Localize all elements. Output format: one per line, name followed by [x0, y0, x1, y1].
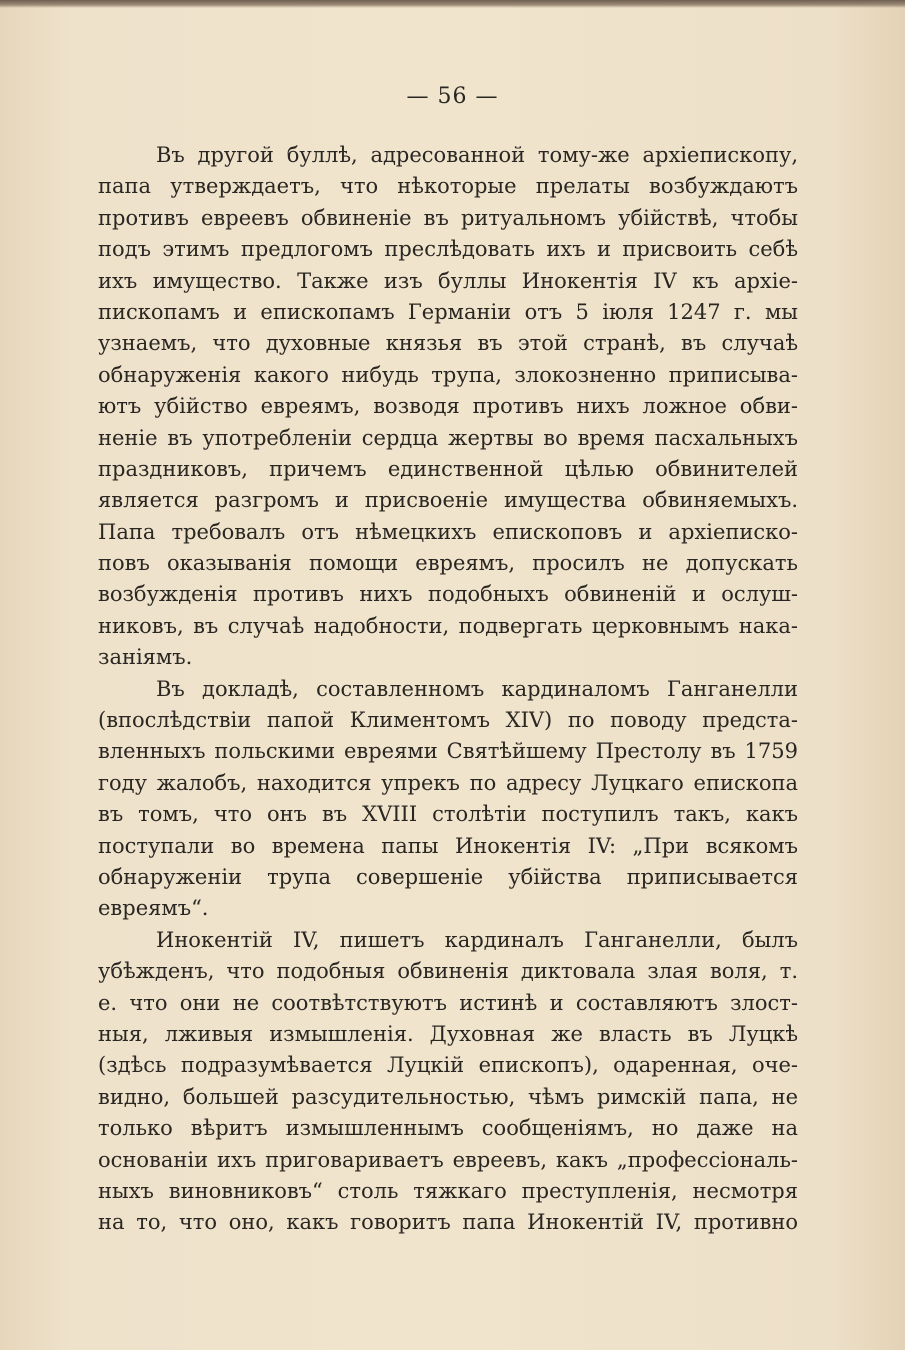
text-line: е. что они не соотвѣтствуютъ истинѣ и составляютъ злост-	[98, 990, 798, 1015]
text-line: обнаруженія какого нибудь трупа, злокозненно приписыва-	[98, 362, 798, 387]
text-line: убѣжденъ, что подобныя обвиненія диктовала злая воля, т.	[98, 959, 798, 984]
text-line: заніямъ.	[98, 645, 193, 670]
text-line: противъ евреевъ обвиненіе въ ритуальномъ убійствѣ, чтобы	[98, 205, 798, 230]
text-line: вленныхъ польскими евреями Святѣйшему Престолу въ 1759	[98, 739, 798, 764]
text-line: ихъ имущество. Также изъ буллы Инокентія IV къ архіе-	[98, 268, 798, 293]
text-line: видно, большей разсудительностью, чѣмъ римскій папа, не	[98, 1084, 798, 1109]
text-line: въ томъ, что онъ въ XVIII столѣтіи поступилъ такъ, какъ	[98, 802, 798, 827]
text-line: папа утверждаетъ, что нѣкоторые прелаты возбуждаютъ	[98, 174, 798, 199]
text-line: является разгромъ и присвоеніе имущества обвиняемыхъ.	[98, 488, 798, 513]
text-line: пископамъ и епископамъ Германіи отъ 5 іюля 1247 г. мы	[98, 299, 798, 324]
text-line: возбужденія противъ нихъ подобныхъ обвиненій и ослуш-	[98, 582, 798, 607]
text-line: основаніи ихъ приговариваетъ евреевъ, какъ „профессіональ-	[98, 1147, 798, 1172]
text-line: повъ оказыванія помощи евреямъ, просилъ не допускать	[98, 551, 798, 576]
text-line: ныя, лживыя измышленія. Духовная же власть въ Луцкѣ	[98, 1021, 798, 1046]
text-line: году жалобъ, находится упрекъ по адресу Луцкаго епископа	[98, 770, 798, 795]
text-line: праздниковъ, причемъ единственной цѣлью обвинителей	[98, 456, 798, 481]
text-line: никовъ, въ случаѣ надобности, подвергать церковнымъ нака-	[98, 613, 798, 638]
text-line: на то, что оно, какъ говоритъ папа Инокентій IV, противно	[98, 1210, 798, 1235]
text-line: Въ докладѣ, составленномъ кардиналомъ Ганганелли	[156, 676, 798, 701]
text-line: только вѣритъ измышленнымъ сообщеніямъ, но даже на	[98, 1116, 798, 1141]
text-line: Инокентій IV, пишетъ кардиналъ Ганганелли, былъ	[156, 927, 798, 952]
text-line: Папа требовалъ отъ нѣмецкихъ епископовъ и архіеписко-	[98, 519, 798, 544]
text-line: поступали во времена папы Инокентія IV: „При всякомъ	[98, 833, 798, 858]
text-line: евреямъ“.	[98, 896, 209, 921]
body-text	[98, 140, 798, 1239]
text-line: неніе въ употребленіи сердца жертвы во время пасхальныхъ	[98, 425, 798, 450]
text-line: (впослѣдствіи папой Климентомъ XIV) по поводу предста-	[98, 708, 798, 733]
text-line: (здѣсь подразумѣвается Луцкій епископъ), одаренная, оче-	[98, 1053, 798, 1078]
text-line: ютъ убійство евреямъ, возводя противъ нихъ ложное обви-	[98, 394, 798, 419]
text-line: узнаемъ, что духовные князья въ этой странѣ, въ случаѣ	[98, 331, 798, 356]
text-line: Въ другой буллѣ, адресованной тому-же архіепископу,	[156, 143, 798, 167]
text-line: обнаруженіи трупа совершеніе убійства приписывается	[98, 864, 798, 889]
text-line: подъ этимъ предлогомъ преслѣдовать ихъ и присвоить себѣ	[98, 237, 798, 262]
page-top-edge	[0, 0, 905, 8]
page-number: — 56 —	[406, 84, 499, 109]
text-line: ныхъ виновниковъ“ столь тяжкаго преступленія, несмотря	[98, 1178, 798, 1203]
